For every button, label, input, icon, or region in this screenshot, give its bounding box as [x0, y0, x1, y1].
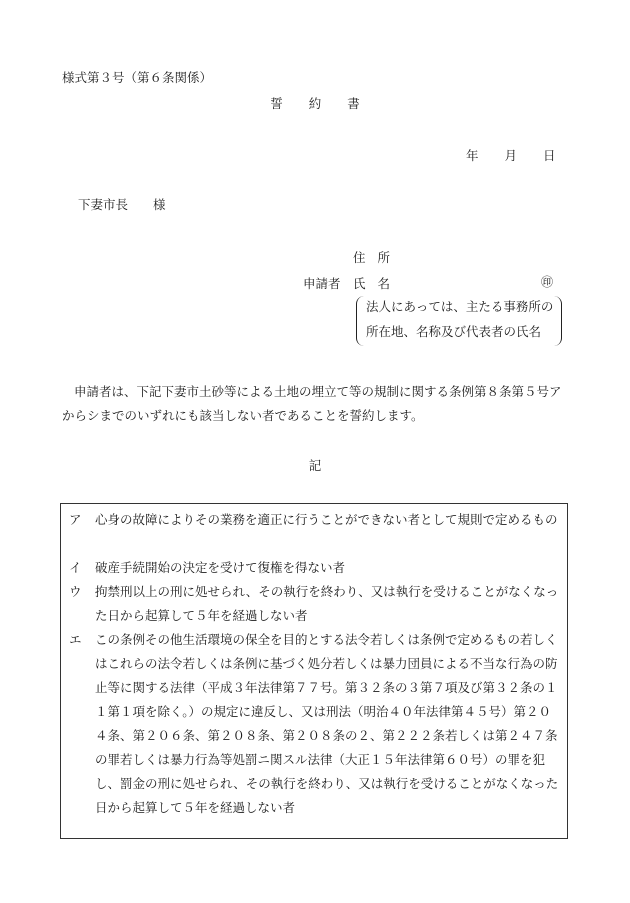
- section-heading: 記: [308, 458, 322, 473]
- list-item: [69, 508, 559, 532]
- list-item-mark: ア: [69, 512, 82, 527]
- right-bracket: [553, 296, 562, 346]
- corporate-note-line-1: 法人にあっては、主たる事務所の: [366, 299, 554, 314]
- date-year: 年: [466, 148, 479, 163]
- list-item-mark: エ: [69, 632, 82, 647]
- corporate-note: [356, 296, 562, 346]
- corporate-note-line-2: 所在地、名称及び代表者の氏名: [366, 324, 542, 339]
- page-title: 誓約書: [270, 96, 386, 111]
- list-item-text: この条例その他生活環境の保全を目的とする法令若しくは条例で定めるもの若しくはこれらの法令若しくは条例に基づく処分若しくは暴力団員による不当な行為の防止等に関する法律（平成３年法律第７７号。第３２条の３第７項及び第３２条の１１第１項を除く。）の規定に違反し、又は刑法（明治４０年法律第４５号）第２０４条、第２０６条、第２０８条、第２０８条の２、第２２２条若しくは第２４７条の罪若しくは暴力行為等処罰ニ関スル法律（大正１５年法律第６０号）の罪を犯し、罰金の刑に処せられ、その執行を終わり、又は執行を受けることがなくなった日から起算して５年を経過しない者: [95, 632, 559, 815]
- form-number: 様式第３号（第６条関係）: [62, 70, 213, 85]
- addressee: 下妻市長 様: [78, 197, 166, 212]
- list-item: [69, 628, 559, 820]
- date-month: 月: [504, 148, 518, 163]
- list-item-text: 心身の故障によりその業務を適正に行うことができない者として規則で定めるもの: [95, 512, 558, 527]
- pledge-statement: 申請者は、下記下妻市土砂等による土地の埋立て等の規制に関する条例第８条第５号アからシまでのいずれにも該当しない者であることを誓約します。: [62, 384, 562, 423]
- list-item: [69, 556, 559, 580]
- name-label: 氏名: [353, 276, 403, 291]
- seal-icon: ㊞: [541, 275, 554, 289]
- date-line: [466, 150, 556, 163]
- list-item-mark: ウ: [69, 584, 82, 599]
- disqualification-list: [60, 503, 568, 839]
- applicant-label: 申請者: [303, 276, 341, 291]
- list-item: [69, 580, 559, 628]
- address-label: 住所: [353, 250, 403, 265]
- left-bracket: [356, 296, 365, 346]
- list-item-mark: イ: [69, 560, 82, 575]
- list-item-text: 拘禁刑以上の刑に処せられ、その執行を終わり、又は執行を受けることがなくなった日から起算して５年を経過しない者: [95, 584, 559, 623]
- list-item-text: 破産手続開始の決定を受けて復権を得ない者: [95, 560, 346, 575]
- date-day: 日: [543, 148, 556, 163]
